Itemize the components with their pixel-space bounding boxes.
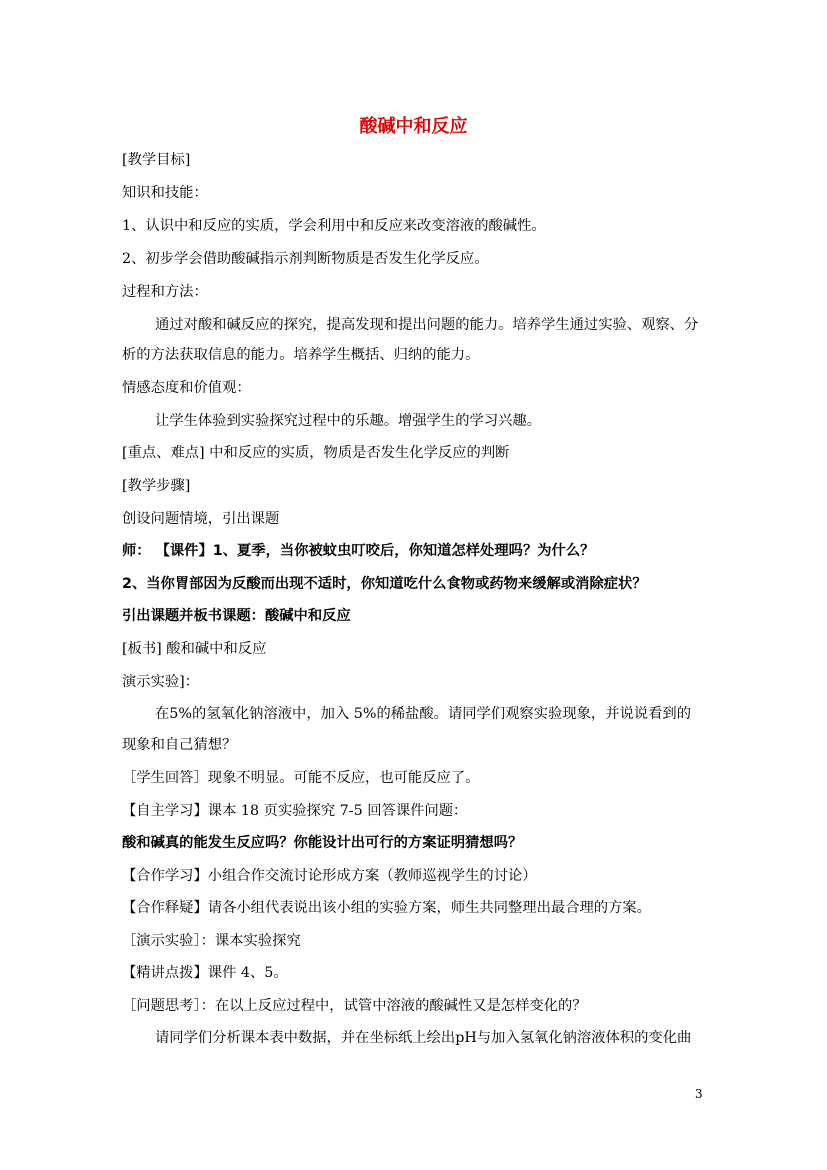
subheading-knowledge-skills: 知识和技能： — [122, 185, 208, 201]
key-points-line: [重点、难点] 中和反应的实质，物质是否发生化学反应的判断 — [122, 445, 510, 461]
section-heading-steps: [教学步骤] — [122, 478, 191, 494]
question-line: 酸和碱真的能发生反应吗？你能设计出可行的方案证明猜想吗？ — [122, 835, 523, 851]
text-line: 通过对酸和碱反应的探究，提高发现和提出问题的能力。培养学生通过实验、观察、分 — [155, 317, 699, 333]
text-line: 2、初步学会借助酸碱指示剂判断物质是否发生化学反应。 — [122, 251, 489, 267]
document-title: 酸碱中和反应 — [359, 116, 468, 137]
teacher-question-2: 2、当你胃部因为反酸而出现不适时，你知道吃什么食物或药物来缓解或消除症状？ — [122, 576, 647, 592]
text-line: 析的方法获取信息的能力。培养学生概括、归纳的能力。 — [122, 347, 480, 363]
cooperative-learning-line: 【合作学习】小组合作交流讨论形成方案（教师巡视学生的讨论） — [122, 868, 537, 884]
text-line: 1、认识中和反应的实质，学会利用中和反应来改变溶液的酸碱性。 — [122, 218, 546, 234]
text-line: 创设问题情境，引出课题 — [122, 511, 280, 527]
teacher-question-1: 师： 【课件】1、夏季，当你被蚊虫叮咬后，你知道怎样处理吗？为什么？ — [122, 543, 595, 559]
text-line: 让学生体验到实验探究过程中的乐趣。增强学生的学习兴趣。 — [155, 413, 542, 429]
introduce-topic-line: 引出课题并板书课题：酸碱中和反应 — [122, 608, 351, 624]
demo-experiment-line: ［演示实验］：课本实验探究 — [122, 933, 301, 949]
self-study-line: 【自主学习】课本 18 页实验探究 7-5 回答课件问题： — [122, 803, 468, 819]
subheading-attitudes: 情感态度和价值观： — [122, 380, 251, 396]
blackboard-line: [板书] 酸和碱中和反应 — [122, 641, 267, 657]
text-line: 在5%的氢氧化钠溶液中，加入 5%的稀盐酸。请同学们观察实验现象，并说说看到的 — [155, 706, 691, 722]
subheading-process-methods: 过程和方法： — [122, 284, 208, 300]
student-answer-line: ［学生回答］现象不明显。可能不反应，也可能反应了。 — [122, 770, 480, 786]
lecture-guidance-line: 【精讲点拨】课件 4、5。 — [122, 965, 288, 981]
text-line: 请同学们分析课本表中数据，并在坐标纸上绘出pH与加入氢氧化钠溶液体积的变化曲 — [155, 1030, 692, 1046]
cooperative-explanation-line: 【合作释疑】请各小组代表说出该小组的实验方案，师生共同整理出最合理的方案。 — [122, 900, 651, 916]
section-heading-objectives: [教学目标] — [122, 152, 191, 168]
text-line: 现象和自己猜想？ — [122, 737, 237, 753]
question-thinking-line: ［问题思考］：在以上反应过程中，试管中溶液的酸碱性又是怎样变化的？ — [122, 998, 587, 1014]
demo-experiment-heading: 演示实验]： — [122, 674, 200, 690]
page-number: 3 — [695, 1087, 703, 1101]
